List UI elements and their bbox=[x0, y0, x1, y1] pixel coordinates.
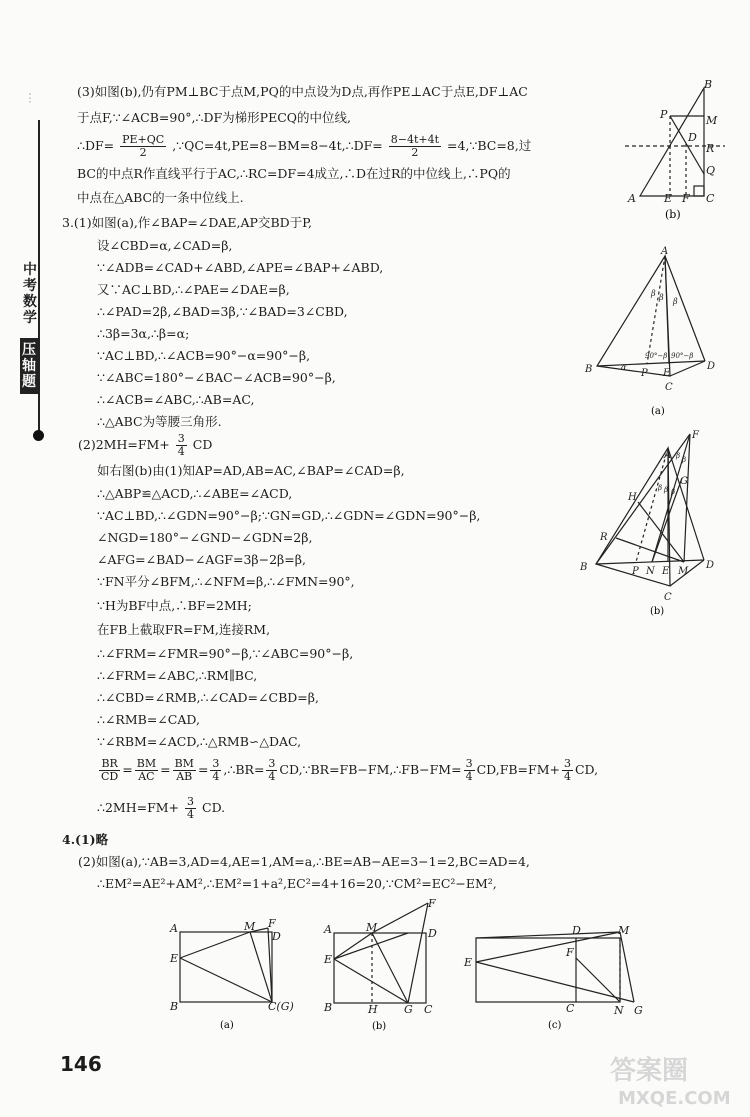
text-line: ∠NGD=180°−∠GND−∠GDN=2β, bbox=[97, 530, 313, 545]
label-beta4: β bbox=[664, 486, 669, 494]
text-line: ∵H为BF中点,∴BF=2MH; bbox=[97, 598, 252, 613]
caption: (b) bbox=[372, 1021, 387, 1032]
label-e: E bbox=[464, 956, 473, 969]
label-m: M bbox=[244, 920, 256, 933]
label-beta2: β bbox=[659, 293, 664, 302]
figure-4c bbox=[462, 918, 662, 1034]
fraction bbox=[266, 758, 277, 783]
label-m: M bbox=[618, 924, 630, 937]
line-hm bbox=[638, 502, 684, 562]
label-f: F bbox=[692, 430, 699, 441]
label-beta2: β bbox=[682, 456, 687, 464]
frac-den: AB bbox=[176, 770, 193, 783]
text-run: ∴2MH=FM+ bbox=[97, 800, 180, 815]
text-line bbox=[78, 433, 212, 458]
label-alpha: α bbox=[621, 363, 627, 372]
text-line: 中点在△ABC的一条中位线上. bbox=[77, 190, 244, 205]
sidebar-ornament: ︙ bbox=[24, 92, 36, 105]
label-p: P bbox=[660, 108, 668, 121]
frac-num: 8−4t+4t bbox=[390, 133, 440, 146]
label-m: M bbox=[706, 114, 718, 127]
fraction bbox=[120, 134, 166, 159]
text-line: 如右图(b)由(1)知AP=AD,AB=AC,∠BAP=∠CAD=β, bbox=[97, 463, 405, 478]
text-line: ∴3β=3α,∴β=α; bbox=[97, 326, 190, 341]
text-run: CD,∵BR=FB−FM,∴FB−FM= bbox=[279, 762, 462, 777]
frac-den: 4 bbox=[268, 770, 276, 783]
edge-cd bbox=[670, 361, 705, 376]
line-fg bbox=[408, 903, 428, 1003]
frac-num: 3 bbox=[212, 757, 220, 770]
label-d: D bbox=[707, 361, 716, 372]
rectangle-abcd bbox=[180, 932, 272, 1002]
line-mg bbox=[620, 932, 634, 1002]
edge-ad bbox=[665, 256, 705, 361]
line-em bbox=[180, 932, 250, 958]
text-line: ∠AFG=∠BAD−∠AGF=3β−2β=β, bbox=[97, 552, 306, 567]
text-line: ∵FN平分∠BFM,∴∠NFM=β,∴∠FMN=90°, bbox=[97, 574, 355, 589]
label-beta1: β bbox=[676, 452, 681, 460]
label-r: R bbox=[706, 142, 715, 155]
frac-den: CD bbox=[101, 770, 119, 783]
figure-4b bbox=[320, 895, 450, 1035]
label-e: E bbox=[664, 192, 673, 205]
figure-3a bbox=[585, 248, 720, 420]
label-e: E bbox=[663, 368, 671, 379]
label-c: C bbox=[424, 1003, 433, 1016]
label-c: C bbox=[665, 382, 673, 393]
label-angle2: 90°−β bbox=[671, 352, 694, 360]
text-line: ∴∠FRM=∠ABC,∴RM∥BC, bbox=[97, 668, 258, 683]
label-a: A bbox=[628, 192, 636, 205]
text-line: ∵∠RBM=∠ACD,∴△RMB∽△DAC, bbox=[97, 734, 302, 749]
right-angle-mark bbox=[694, 186, 704, 196]
fraction bbox=[389, 134, 441, 159]
frac-num: 3 bbox=[563, 757, 571, 770]
watermark-logo: 答案圈 bbox=[610, 1056, 689, 1086]
frac-den: 4 bbox=[177, 445, 185, 458]
edge-bd bbox=[597, 361, 705, 366]
text-line: ∵AC⊥BD,∴∠GDN=90°−β;∵GN=GD,∴∠GDN=∠GDN=90°−β, bbox=[97, 508, 481, 523]
label-e: E bbox=[324, 953, 333, 966]
frac-den: 4 bbox=[465, 770, 473, 783]
label-r: R bbox=[600, 532, 608, 543]
text-line: ∵∠ABC=180°−∠BAC−∠ACB=90°−β, bbox=[97, 370, 336, 385]
label-d: D bbox=[572, 924, 581, 937]
text-line: 在FB上截取FR=FM,连接RM, bbox=[97, 622, 271, 637]
label-b: B bbox=[704, 78, 713, 91]
frac-den: 4 bbox=[563, 770, 571, 783]
fraction bbox=[135, 758, 158, 783]
edge-bd bbox=[596, 560, 704, 564]
text-line: $\frac{BR}{CD}$ = $\frac{BM}{AC}$ = $\frac{BM}{AB}$ = $\frac{3}{4}$ ,∴BR= $\frac{3}{4}$ CD,∵BR=FB−FM,∴FB−FM= $\frac{3}{4}$ CD,FB=FM+ $\frac{3}{4}$ CD, bbox=[101, 757, 599, 783]
label-a: A bbox=[170, 922, 178, 935]
label-a: A bbox=[324, 923, 332, 936]
frac-num: BR bbox=[99, 758, 120, 771]
watermark-url: MXQE.COM bbox=[618, 1088, 731, 1109]
line-pq bbox=[670, 116, 704, 174]
page-number: 146 bbox=[60, 1052, 102, 1076]
fraction bbox=[562, 758, 573, 783]
label-m: M bbox=[366, 921, 378, 934]
text-run: CD bbox=[192, 437, 213, 452]
label-a: A bbox=[661, 246, 669, 257]
frac-num: BM bbox=[174, 757, 194, 770]
text-run: =4,∵BC=8,过 bbox=[447, 138, 532, 153]
frac-num: 3 bbox=[177, 432, 185, 445]
fraction bbox=[210, 758, 221, 783]
sidebar-label-bottom: 压轴题 bbox=[20, 338, 38, 394]
label-g: G bbox=[680, 476, 688, 487]
text-line: (3)如图(b),仍有PM⊥BC于点M,PQ的中点设为D点,再作PE⊥AC于点E,DF⊥AC bbox=[77, 84, 528, 99]
label-b: B bbox=[585, 364, 593, 375]
fraction bbox=[99, 758, 120, 783]
label-d: D bbox=[272, 930, 281, 943]
label-g: G bbox=[634, 1004, 643, 1017]
frac-num: BM bbox=[136, 757, 157, 770]
text-run: ,∵QC=4t,PE=8−BM=8−4t,∴DF= bbox=[172, 138, 383, 153]
text-line: ∴EM²=AE²+AM²,∴EM²=1+a²,EC²=4+16=20,∵CM²=EC²−EM², bbox=[97, 876, 497, 891]
label-beta3: β bbox=[658, 484, 663, 492]
text-line: 于点F,∵∠ACB=90°,∴DF为梯形PECQ的中位线, bbox=[77, 110, 351, 125]
text-line: (2)如图(a),∵AB=3,AD=4,AE=1,AM=a,∴BE=AB−AE=3−1=2,BC=AD=4, bbox=[78, 854, 530, 869]
label-n: N bbox=[646, 566, 655, 577]
rectangle-abcd bbox=[334, 933, 426, 1003]
text-run: CD. bbox=[202, 800, 226, 815]
label-e: E bbox=[170, 952, 179, 965]
label-c: C bbox=[706, 192, 715, 205]
label-p: P bbox=[641, 368, 648, 379]
label-beta1: β bbox=[651, 289, 656, 298]
label-h: H bbox=[628, 492, 637, 503]
line-eg bbox=[476, 962, 634, 1002]
caption: (b) bbox=[650, 606, 665, 617]
text-line: ∴∠RMB=∠CAD, bbox=[97, 712, 200, 727]
frac-num: PE+QC bbox=[122, 133, 165, 146]
label-c: C bbox=[566, 1002, 575, 1015]
caption: (c) bbox=[548, 1020, 562, 1031]
frac-den: 4 bbox=[212, 770, 220, 783]
label-f: F bbox=[428, 897, 436, 910]
text-line: ∵AC⊥BD,∴∠ACB=90°−α=90°−β, bbox=[97, 348, 311, 363]
fraction bbox=[176, 433, 187, 458]
label-d: D bbox=[428, 927, 437, 940]
text-line: ∴∠CBD=∠RMB,∴∠CAD=∠CBD=β, bbox=[97, 690, 319, 705]
frac-den: 4 bbox=[187, 808, 195, 821]
label-beta3: β bbox=[673, 297, 678, 306]
edge-ad bbox=[668, 448, 704, 560]
label-b: B bbox=[170, 1000, 179, 1013]
frac-den: 2 bbox=[411, 146, 419, 159]
text-line: 4.(1)略 bbox=[62, 832, 109, 847]
label-h: H bbox=[368, 1003, 378, 1016]
frac-den: 2 bbox=[139, 146, 147, 159]
figure-4a bbox=[168, 918, 300, 1034]
line-ec bbox=[180, 958, 272, 1002]
label-n: N bbox=[614, 1004, 624, 1017]
label-f: F bbox=[682, 192, 690, 205]
line-ed bbox=[334, 933, 408, 959]
text-line: ∴∠FRM=∠FMR=90°−β,∵∠ABC=90°−β, bbox=[97, 646, 354, 661]
caption: (a) bbox=[220, 1020, 234, 1031]
line-fn bbox=[576, 958, 620, 1002]
label-beta5: β bbox=[671, 488, 676, 496]
label-cg: C(G) bbox=[268, 1000, 294, 1013]
label-f: F bbox=[268, 917, 276, 930]
line-rm bbox=[616, 538, 684, 562]
text-line: 3.(1)如图(a),作∠BAP=∠DAE,AP交BD于P, bbox=[62, 215, 313, 230]
label-p: P bbox=[632, 566, 639, 577]
label-d: D bbox=[688, 131, 697, 144]
text-line: ∵∠ADB=∠CAD+∠ABD,∠APE=∠BAP+∠ABD, bbox=[97, 260, 384, 275]
label-angle1: 90°−β bbox=[645, 352, 668, 360]
figure-3b bbox=[578, 428, 723, 616]
label-q: Q bbox=[706, 164, 716, 177]
label-d: D bbox=[706, 560, 715, 571]
label-m: M bbox=[678, 566, 689, 577]
line-em bbox=[334, 933, 372, 959]
text-run: CD,FB=FM+ bbox=[476, 762, 560, 777]
label-g: G bbox=[404, 1003, 413, 1016]
text-line bbox=[77, 134, 531, 159]
label-c: C bbox=[664, 592, 672, 603]
text-line: ∴△ABC为等腰三角形. bbox=[97, 414, 222, 429]
label-a: A bbox=[664, 450, 672, 461]
text-line: 设∠CBD=α,∠CAD=β, bbox=[97, 238, 233, 253]
figure-top-b bbox=[620, 78, 730, 223]
label-f: F bbox=[566, 946, 574, 959]
line-ae bbox=[665, 256, 669, 364]
label-b: B bbox=[580, 562, 588, 573]
sidebar-dot bbox=[33, 430, 44, 441]
text-line: 又∵AC⊥BD,∴∠PAE=∠DAE=β, bbox=[97, 282, 290, 297]
fraction bbox=[185, 796, 196, 821]
label-b: B bbox=[324, 1001, 333, 1014]
label-e: E bbox=[662, 566, 670, 577]
text-run: CD, bbox=[574, 762, 599, 777]
fraction bbox=[173, 758, 196, 783]
caption: (a) bbox=[651, 406, 665, 417]
frac-den: AC bbox=[138, 770, 155, 783]
text-run: ∴DF= bbox=[77, 138, 115, 153]
fraction bbox=[464, 758, 475, 783]
text-line bbox=[97, 796, 225, 821]
text-line: BC的中点R作直线平行于AC,∴RC=DF=4成立,∴D在过R的中位线上,∴PQ的 bbox=[77, 166, 511, 181]
text-run: ,∴BR= bbox=[223, 762, 265, 777]
text-line: ∴∠ACB=∠ABC,∴AB=AC, bbox=[97, 392, 255, 407]
text-line: ∴∠PAD=2β,∠BAD=3β,∵∠BAD=3∠CBD, bbox=[97, 304, 348, 319]
frac-num: 3 bbox=[187, 795, 195, 808]
frac-num: 3 bbox=[268, 757, 276, 770]
sidebar-rule bbox=[38, 120, 40, 438]
line-mf bbox=[372, 903, 428, 933]
text-run: (2)2MH=FM+ bbox=[78, 437, 170, 452]
text-line: ∴△ABP≌△ACD,∴∠ABE=∠ACD, bbox=[97, 486, 293, 501]
line-ap bbox=[645, 256, 668, 364]
caption: (b) bbox=[665, 208, 681, 221]
frac-num: 3 bbox=[465, 757, 473, 770]
sidebar-label-top: 中考数学 bbox=[23, 262, 37, 326]
